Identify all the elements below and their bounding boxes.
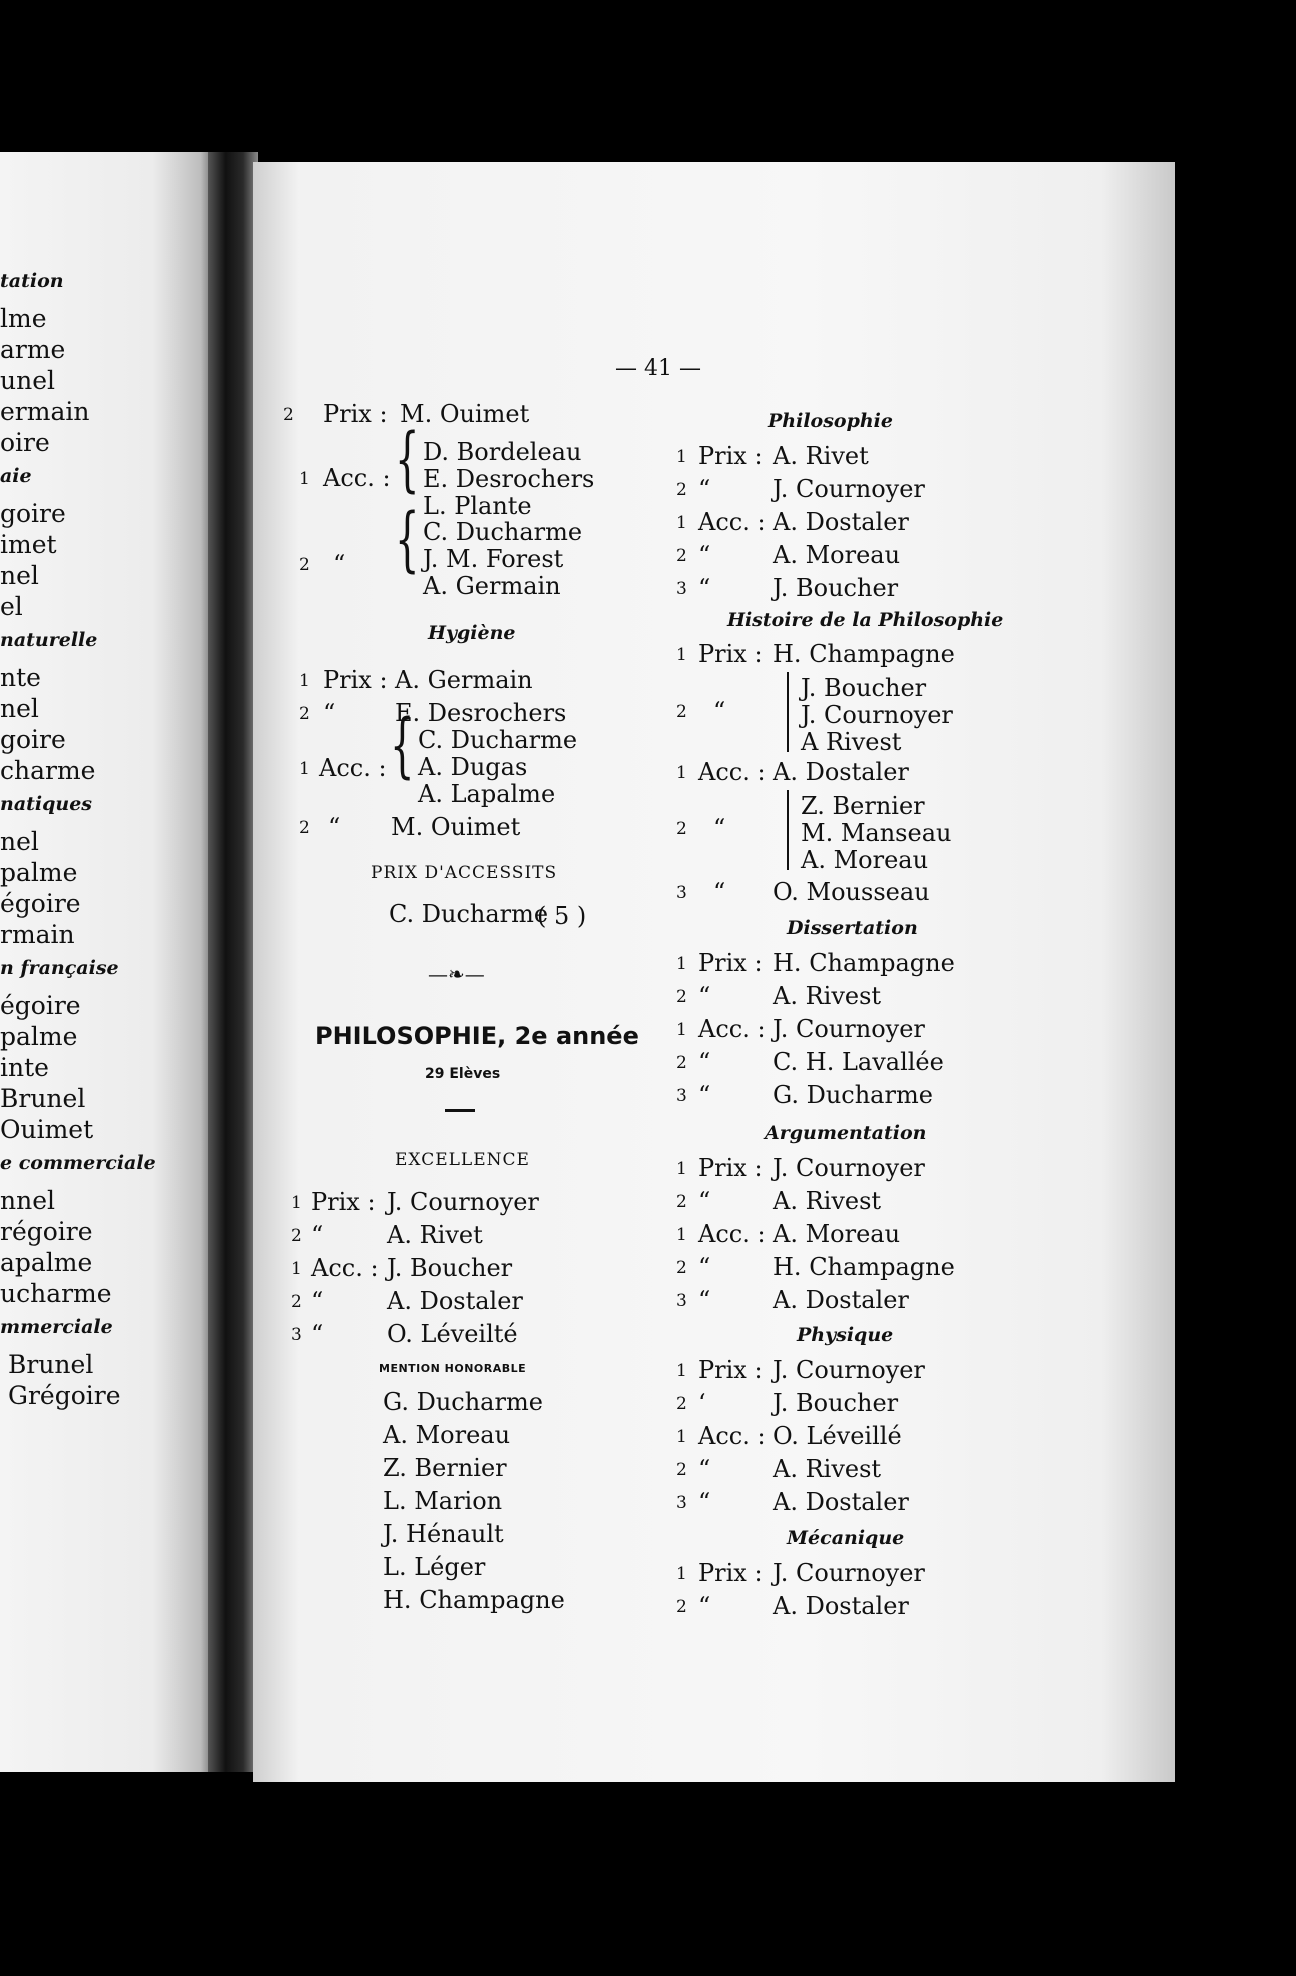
student-name: A. Dostaler [773,1488,909,1516]
rank-number: 2 [676,702,687,722]
student-name: L. Marion [383,1487,503,1515]
student-name: H. Champagne [383,1586,565,1614]
name-fragment: Ouimet [0,1115,94,1144]
accessits-count: ( 5 ) [537,902,587,930]
award-label: “ [698,1081,711,1109]
name-fragment: Brunel [8,1350,94,1379]
rank-number: 1 [676,763,687,783]
rank-number: 2 [676,1597,687,1617]
award-label: Acc. : [319,754,387,782]
student-name: A. Germain [423,572,561,600]
page-number: — 41 — [615,356,701,381]
award-label: Acc. : [698,1015,766,1043]
student-name: L. Léger [383,1553,486,1581]
name-fragment: nnel [0,1186,55,1215]
student-name: J. Boucher [387,1254,513,1282]
name-fragment: Grégoire [8,1381,121,1410]
student-name: A. Rivet [387,1221,483,1249]
student-name: A. Dostaler [773,1592,909,1620]
student-name: M. Manseau [801,819,952,847]
rank-number: 2 [291,1292,302,1312]
student-name: J. Cournoyer [773,475,925,503]
award-label: “ [333,550,346,578]
rank-number: 1 [676,1361,687,1381]
award-label: Acc. : [698,1220,766,1248]
award-label: “ [713,697,726,725]
award-label: Acc. : [323,464,391,492]
student-name: O. Mousseau [773,878,930,906]
section-heading-fragment: natiques [0,793,93,815]
award-label: “ [311,1320,324,1348]
award-label: “ [698,982,711,1010]
curly-brace: { [395,498,420,580]
award-label: Acc. : [698,508,766,536]
award-label: “ [698,1286,711,1314]
award-label: Acc. : [698,758,766,786]
rank-number: 1 [676,513,687,533]
student-name: J. Cournoyer [387,1188,539,1216]
award-label: Prix : [698,1154,763,1182]
section-title: Histoire de la Philosophie [727,609,1004,631]
section-title: Physique [797,1324,894,1346]
rank-number: 1 [676,954,687,974]
award-label: “ [328,813,341,841]
student-name: Z. Bernier [383,1454,507,1482]
student-name: A. Dostaler [773,1286,909,1314]
rank-number: 2 [676,480,687,500]
student-name: M. Ouimet [400,400,530,428]
rank-number: 2 [676,987,687,1007]
section-heading: PHILOSOPHIE, 2e année [315,1022,639,1050]
student-name: A Rivest [801,728,902,756]
student-name: A. Dostaler [773,508,909,536]
name-fragment: arme [0,335,66,364]
name-fragment: unel [0,366,55,395]
rank-number: 1 [291,1193,302,1213]
rank-number: 1 [676,447,687,467]
rank-number: 1 [676,1159,687,1179]
name-fragment: oire [0,428,50,457]
section-title-hygiene: Hygiène [428,622,516,644]
left-page-fragment [0,152,218,1772]
rank-number: 2 [299,818,310,838]
student-name: O. Léveillé [773,1422,902,1450]
name-fragment: lme [0,304,47,333]
name-fragment: goire [0,499,66,528]
section-title: Argumentation [765,1122,927,1144]
name-fragment: palme [0,858,78,887]
award-label: Prix : [698,949,763,977]
divider-rule [445,1109,475,1112]
ornament: —❧— [428,962,485,986]
award-label: “ [311,1221,324,1249]
student-name: D. Bordeleau [423,438,582,466]
name-fragment: charme [0,756,96,785]
award-label: “ [698,574,711,602]
name-fragment: nte [0,663,41,692]
name-fragment: égoire [0,889,81,918]
rank-number: 1 [676,1020,687,1040]
student-name: A. Rivet [773,442,869,470]
award-label: “ [323,699,336,727]
student-name: A. Rivest [773,1187,882,1215]
award-label: “ [698,475,711,503]
rank-number: 1 [676,645,687,665]
section-heading-fragment: mmerciale [0,1316,113,1338]
student-name: J. Boucher [801,674,927,702]
student-name: A. Moreau [773,1220,901,1248]
award-label: “ [698,1455,711,1483]
award-label: “ [311,1287,324,1315]
student-name: A. Rivest [773,1455,882,1483]
rank-number: 2 [676,819,687,839]
mention-title: MENTION HONORABLE [379,1362,527,1375]
rank-number: 2 [291,1226,302,1246]
student-name: J. Cournoyer [773,1559,925,1587]
name-fragment: ermain [0,397,90,426]
group-bar [787,790,789,870]
award-label: Prix : [698,1559,763,1587]
student-name: J. Boucher [773,1389,899,1417]
award-label: “ [698,1488,711,1516]
student-name: E. Desrochers [395,699,567,727]
student-name: J. Boucher [773,574,899,602]
section-heading-fragment: naturelle [0,629,98,651]
student-name: J. M. Forest [423,545,564,573]
student-name: A. Dugas [418,753,528,781]
rank-number: 1 [291,1259,302,1279]
name-fragment: nel [0,694,39,723]
award-label: Prix : [323,666,388,694]
rank-number: 3 [676,883,687,903]
student-name: A. Dostaler [773,758,909,786]
award-label: Prix : [698,442,763,470]
section-heading-fragment: e commerciale [0,1152,156,1174]
student-name: C. Ducharme [423,518,583,546]
student-name: C. Ducharme [418,726,578,754]
award-label: “ [713,878,726,906]
rank-number: 2 [676,1460,687,1480]
name-fragment: imet [0,530,57,559]
name-fragment: nel [0,561,39,590]
rank-number: 2 [299,704,310,724]
rank-number: 3 [676,1086,687,1106]
rank-number: 2 [676,1394,687,1414]
name-fragment: ucharme [0,1279,112,1308]
name-fragment: Brunel [0,1084,86,1113]
rank-number: 3 [676,579,687,599]
student-name: O. Léveilté [387,1320,518,1348]
student-name: E. Desrochers [423,465,595,493]
student-name: M. Ouimet [391,813,521,841]
student-name: A. Moreau [801,846,929,874]
section-heading-fragment: aie [0,465,32,487]
rank-number: 1 [676,1225,687,1245]
award-label: “ [698,1592,711,1620]
name-fragment: régoire [0,1217,93,1246]
student-name: C. Ducharme [389,900,549,928]
student-name: A. Dostaler [387,1287,523,1315]
student-name: A. Rivest [773,982,882,1010]
rank-number: 2 [676,1258,687,1278]
award-label: “ [698,541,711,569]
group-bar [787,672,789,752]
book-gutter [208,152,258,1772]
student-name: H. Champagne [773,1253,955,1281]
rank-number: 2 [299,555,310,575]
rank-number: 3 [676,1493,687,1513]
rank-number: 2 [676,1053,687,1073]
student-name: H. Champagne [773,949,955,977]
rank-number: 3 [676,1291,687,1311]
rank-number: 1 [676,1427,687,1447]
name-fragment: apalme [0,1248,93,1277]
curly-brace: { [390,704,415,786]
award-label: Acc. : [698,1422,766,1450]
student-name: C. H. Lavallée [773,1048,944,1076]
accessits-title: PRIX D'ACCESSITS [371,863,558,883]
name-fragment: inte [0,1053,49,1082]
rank-number: 1 [676,1564,687,1584]
student-name: Z. Bernier [801,792,925,820]
award-label: “ [698,1187,711,1215]
section-title: Mécanique [787,1527,905,1549]
student-name: A. Lapalme [418,780,556,808]
student-name: A. Germain [395,666,533,694]
right-page [253,162,1175,1782]
rank-number: 2 [676,546,687,566]
rank-number: 2 [283,405,294,425]
student-count: 29 Elèves [425,1066,501,1082]
award-label: Acc. : [311,1254,379,1282]
section-title: Philosophie [768,410,893,432]
curly-brace: { [395,418,420,500]
name-fragment: égoire [0,991,81,1020]
student-name: A. Moreau [773,541,901,569]
name-fragment: nel [0,827,39,856]
award-label: “ [698,1253,711,1281]
rank-number: 1 [299,759,310,779]
rank-number: 3 [291,1325,302,1345]
student-name: J. Cournoyer [801,701,953,729]
name-fragment: palme [0,1022,78,1051]
student-name: G. Ducharme [773,1081,933,1109]
rank-number: 1 [299,469,310,489]
name-fragment: rmain [0,920,75,949]
name-fragment: goire [0,725,66,754]
student-name: J. Hénault [383,1520,504,1548]
student-name: A. Moreau [383,1421,511,1449]
award-label: Prix : [698,1356,763,1384]
section-heading-fragment: n française [0,957,119,979]
section-heading-fragment: tation [0,270,64,292]
award-label: Prix : [698,640,763,668]
student-name: H. Champagne [773,640,955,668]
name-fragment: el [0,592,23,621]
student-name: J. Cournoyer [773,1015,925,1043]
excellence-title: EXCELLENCE [395,1150,530,1170]
student-name: L. Plante [423,492,532,520]
student-name: J. Cournoyer [773,1154,925,1182]
section-title: Dissertation [787,917,918,939]
award-label: Prix : [323,400,388,428]
student-name: J. Cournoyer [773,1356,925,1384]
rank-number: 2 [676,1192,687,1212]
award-label: “ [713,814,726,842]
student-name: G. Ducharme [383,1388,543,1416]
award-label: Prix : [311,1188,376,1216]
rank-number: 1 [299,671,310,691]
award-label: ‘ [698,1389,706,1417]
award-label: “ [698,1048,711,1076]
